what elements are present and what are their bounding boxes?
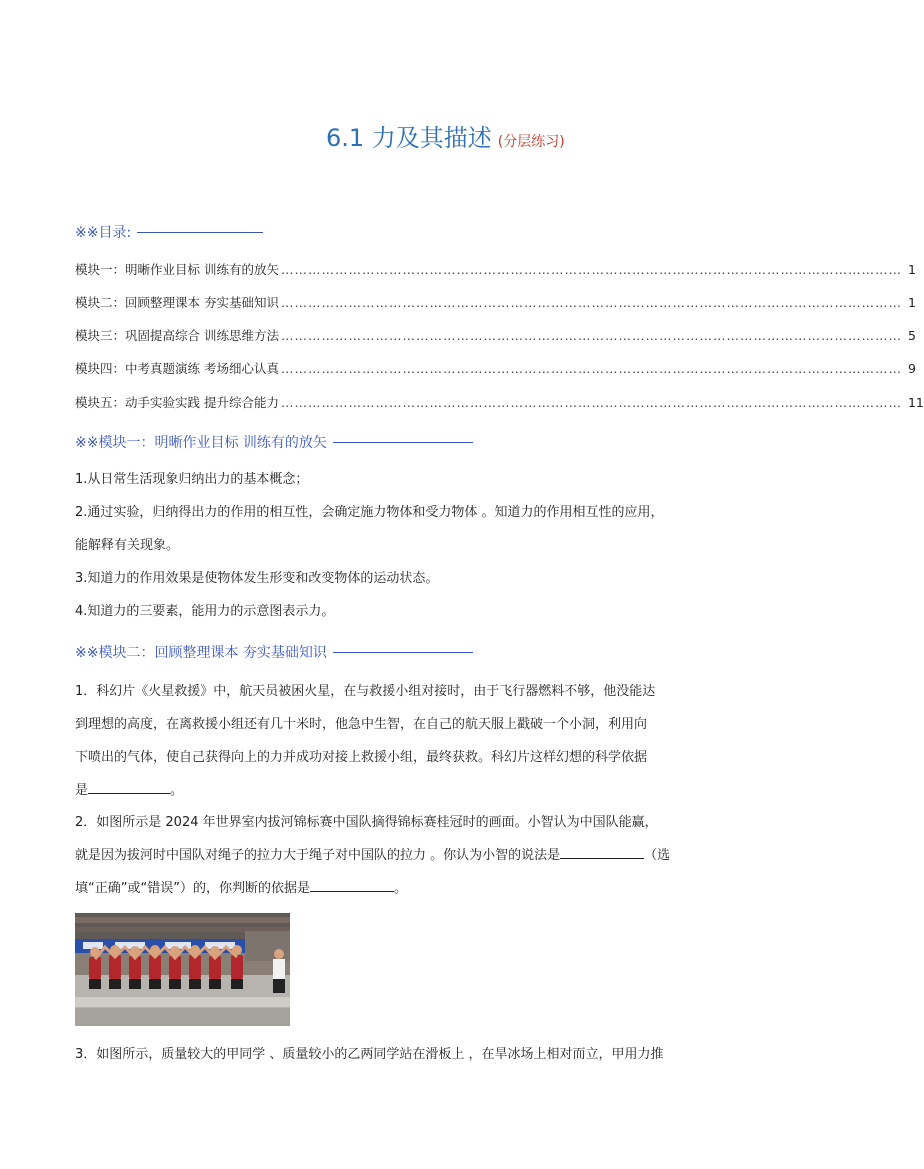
toc-heading [75, 222, 263, 242]
toc-item[interactable] [75, 358, 916, 378]
tug-of-war-illustration [75, 913, 290, 1026]
toc-leader-dots: ………………………………………………………………………………………………………………………… [280, 360, 902, 376]
q1-line4-post: 。 [170, 783, 184, 798]
q1-line: 下喷出的气体，使自己获得向上的力并成功对接上救援小组，最终获救。科幻片这样幻想的科学依据 [75, 750, 648, 765]
objective-item: 能解释有关现象。 [75, 538, 180, 553]
toc-leader-dots: ………………………………………………………………………………………………………………………… [280, 327, 902, 343]
title-subtitle: (分层练习) [497, 134, 565, 150]
objective-item: 4.知道力的三要素，能用力的示意图表示力。 [75, 604, 335, 619]
q1-line4-pre: 是 [75, 783, 89, 798]
toc-leader-dots: ………………………………………………………………………………………………………………………… [280, 261, 902, 277]
module1-objectives [75, 463, 755, 628]
toc-item[interactable] [75, 259, 916, 279]
q1-line: 到理想的高度，在离救援小组还有几十米时，他急中生智，在自己的航天服上戳破一个小洞，利用向 [75, 717, 648, 732]
title-main: 6.1 力及其描述 [326, 124, 492, 152]
objective-item: 3.知道力的作用效果是使物体发生形变和改变物体的运动状态。 [75, 571, 439, 586]
toc-heading-text: ※※目录: [75, 225, 132, 241]
objective-item: 1.从日常生活现象归纳出力的基本概念； [75, 472, 309, 487]
toc-item-label: 模块二：回顾整理课本 夯实基础知识 [75, 295, 279, 310]
toc-item-page: 5 [907, 327, 916, 343]
toc-item-page: 1 [907, 294, 916, 310]
q2-line [75, 872, 755, 905]
toc-item-label: 模块三：巩固提高综合 训练思维方法 [75, 328, 279, 343]
q2-line: 2．如图所示是 2024 年世界室内拔河锦标赛中国队摘得锦标赛桂冠时的画面。小智认为中国队能赢， [75, 815, 658, 830]
toc-item-label: 模块一：明晰作业目标 训练有的放矢 [75, 262, 279, 277]
toc-item-label: 模块四：中考真题演练 考场细心认真 [75, 361, 279, 376]
question-3 [75, 1038, 755, 1071]
q2-line3-pre: 填“正确”或“错误”）的，你判断的依据是 [75, 881, 310, 896]
toc-heading-rule [137, 232, 263, 233]
q2-answer-blank-1[interactable] [560, 844, 644, 859]
toc-item-label: 模块五：动手实验实践 提升综合能力 [75, 395, 279, 410]
q2-answer-blank-2[interactable] [310, 877, 394, 892]
module1-heading-text: ※※模块一：明晰作业目标 训练有的放矢 [75, 435, 327, 451]
q2-line2-pre: 就是因为拔河时中国队对绳子的拉力大于绳子对中国队的拉力 。你认为小智的说法是 [75, 848, 561, 863]
page-title [326, 118, 565, 153]
q1-answer-blank[interactable] [88, 779, 170, 794]
q2-line3-post: 。 [393, 881, 407, 896]
toc-item[interactable] [75, 392, 924, 412]
q1-line [75, 774, 755, 807]
module1-heading-rule [333, 442, 473, 443]
toc-leader-dots: ………………………………………………………………………………………………………………………… [280, 394, 902, 410]
q3-line: 3．如图所示，质量较大的甲同学 、质量较小的乙两同学站在滑板上 ，在旱冰场上相对而立，甲用力推 [75, 1047, 664, 1062]
tug-of-war-photo [75, 913, 290, 1026]
toc-item-page: 1 [907, 261, 916, 277]
module2-heading-rule [333, 652, 473, 653]
toc-leader-dots: ………………………………………………………………………………………………………………………… [280, 294, 902, 310]
q2-line2-post: （选 [644, 848, 671, 863]
toc-item-page: 11 [907, 394, 924, 410]
module2-heading-text: ※※模块二：回顾整理课本 夯实基础知识 [75, 645, 327, 661]
module1-heading [75, 432, 473, 452]
module2-heading [75, 642, 473, 662]
objective-item: 2.通过实验，归纳得出力的作用的相互性，会确定施力物体和受力物体 。知道力的作用相互性的应用， [75, 505, 664, 520]
q2-line [75, 839, 755, 872]
question-1 [75, 675, 755, 807]
q1-line: 1．科幻片《火星救援》中，航天员被困火星，在与救援小组对接时，由于飞行器燃料不够，他没能达 [75, 684, 656, 699]
toc-item[interactable] [75, 325, 916, 345]
toc-item-page: 9 [907, 360, 916, 376]
toc-item[interactable] [75, 292, 916, 312]
question-2 [75, 806, 755, 905]
